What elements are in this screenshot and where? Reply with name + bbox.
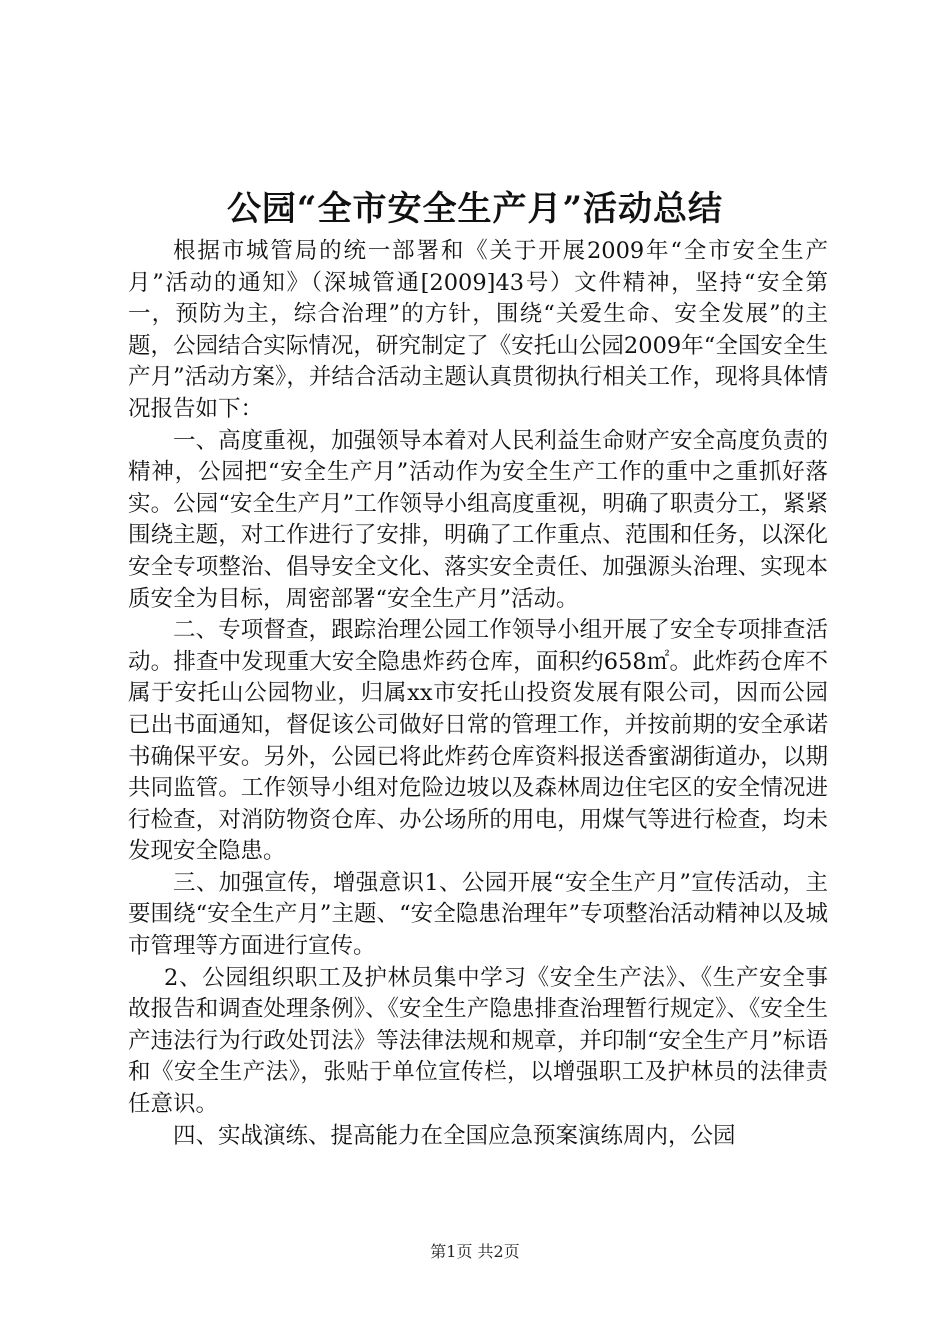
document-title: 公园“全市安全生产月”活动总结: [226, 189, 724, 229]
document-body: [128, 236, 828, 1152]
paragraph-section-3: 三、加强宣传，增强意识1、公园开展“安全生产月”宣传活动，主要围绕“安全生产月”主题、“安全隐患治理年”专项整治活动精神以及城市管理等方面进行宣传。: [128, 869, 828, 960]
paragraph-section-3-item-2: 2、公园组织职工及护林员集中学习《安全生产法》、《生产安全事故报告和调查处理条例》、《安全生产隐患排查治理暂行规定》、《安全生产违法行为行政处罚法》等法律法规和规章，并印制“安全生产月”标语和《安全生产法》，张贴于单位宣传栏，以增强职工及护林员的法律责任意识。: [128, 964, 828, 1118]
paragraph-section-1: 一、高度重视，加强领导本着对人民利益生命财产安全高度负责的精神，公园把“安全生产月”活动作为安全生产工作的重中之重抓好落实。公园“安全生产月”工作领导小组高度重视，明确了职责分工，紧紧围绕主题，对工作进行了安排，明确了工作重点、范围和任务，以深化安全专项整治、倡导安全文化、落实安全责任、加强源头治理、实现本质安全为目标，周密部署“安全生产月”活动。: [128, 427, 828, 612]
paragraph-intro: 根据市城管局的统一部署和《关于开展2009年“全市安全生产月”活动的通知》（深城管通[2009]43号）文件精神，坚持“安全第一，预防为主，综合治理”的方针，围绕“关爱生命、安全发展”的主题，公园结合实际情况，研究制定了《安托山公园2009年“全国安全生产月”活动方案》，并结合活动主题认真贯彻执行相关工作，现将具体情况报告如下：: [128, 238, 828, 422]
page-number-footer: 第1页 共2页: [430, 1242, 520, 1261]
paragraph-section-4: 四、实战演练、提高能力在全国应急预案演练周内，公园: [173, 1122, 736, 1149]
paragraph-section-2: 二、专项督查，跟踪治理公园工作领导小组开展了安全专项排查活动。排查中发现重大安全隐患炸药仓库，面积约658㎡。此炸药仓库不属于安托山公园物业，归属xx市安托山投资发展有限公司，因而公园已出书面通知，督促该公司做好日常的管理工作，并按前期的安全承诺书确保平安。另外，公园已将此炸药仓库资料报送香蜜湖街道办，以期共同监管。工作领导小组对危险边坡以及森林周边住宅区的安全情况进行检查，对消防物资仓库、办公场所的用电，用煤气等进行检查，均未发现安全隐患。: [128, 617, 828, 865]
